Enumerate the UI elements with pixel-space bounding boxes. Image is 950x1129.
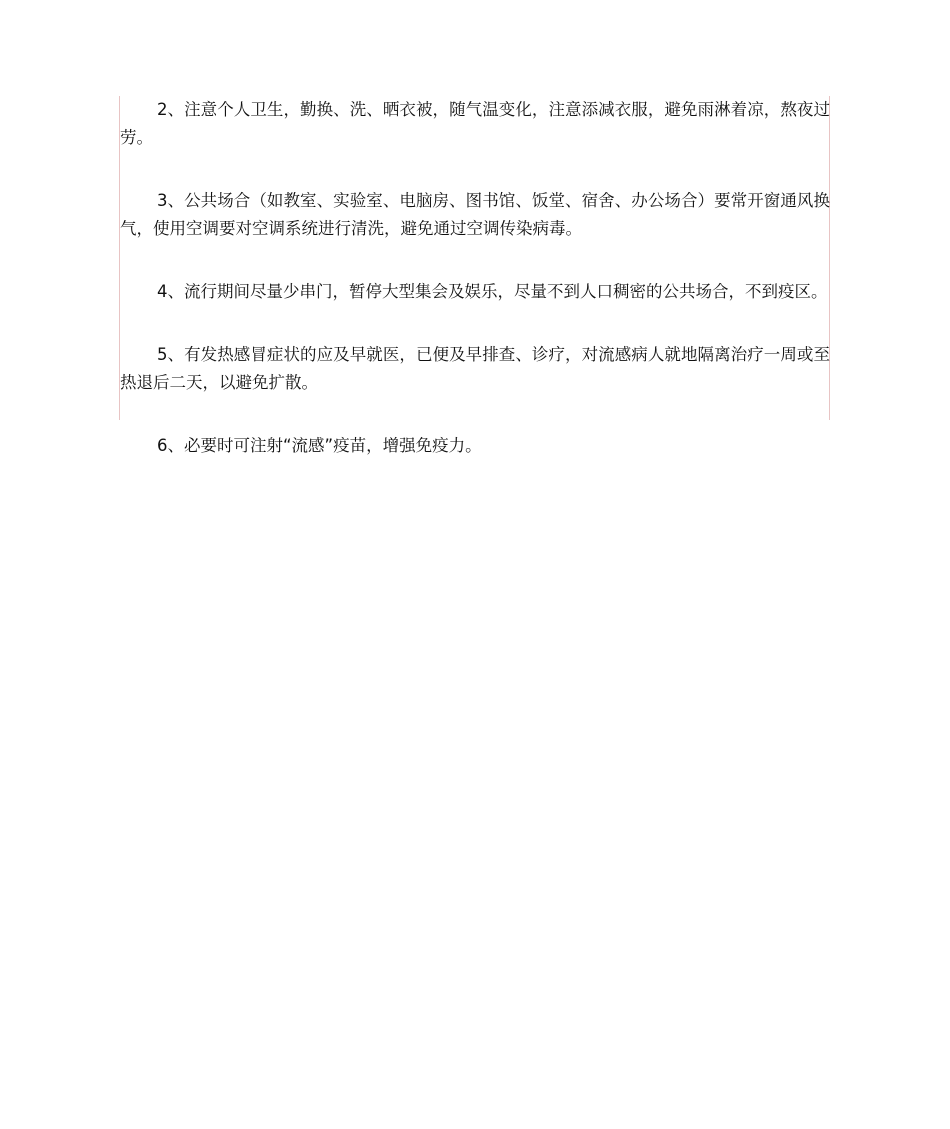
paragraph-2: 2、注意个人卫生，勤换、洗、晒衣被，随气温变化，注意添减衣服，避免雨淋着凉，熬夜过劳。 bbox=[120, 100, 830, 147]
document-body bbox=[120, 96, 830, 495]
paragraph-5: 5、有发热感冒症状的应及早就医，已便及早排查、诊疗，对流感病人就地隔离治疗一周或至热退后二天，以避免扩散。 bbox=[120, 345, 830, 392]
paragraph-6: 6、必要时可注射“流感”疫苗，增强免疫力。 bbox=[157, 436, 482, 455]
paragraph-3: 3、公共场合（如教室、实验室、电脑房、图书馆、饭堂、宿舍、办公场合）要常开窗通风换气，使用空调要对空调系统进行清洗，避免通过空调传染病毒。 bbox=[120, 191, 830, 238]
paragraph-4: 4、流行期间尽量少串门，暂停大型集会及娱乐，尽量不到人口稠密的公共场合，不到疫区。 bbox=[157, 282, 828, 301]
